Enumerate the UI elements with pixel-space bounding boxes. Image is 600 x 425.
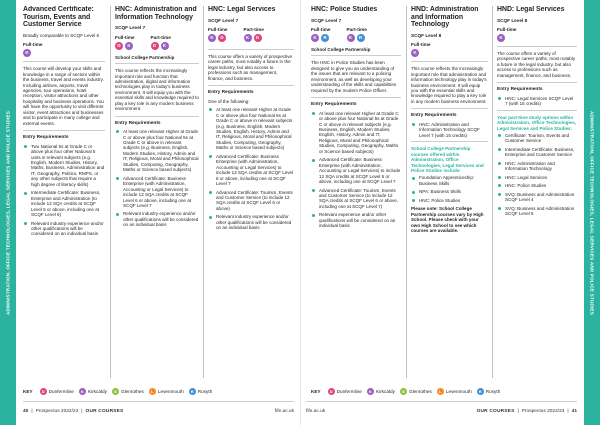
course-title: HND: Administration and Information Technology (411, 6, 479, 29)
list-item: At least one relevant Higher at Grade C or above plus four National 5s at Grade C or above in relevant subjects (e.g. Business, English, Modern Studies, History, Admin and IT, Religious, Moral and Philosophical Studies, Computing, Geography, Maths or Science based subjects) (115, 129, 199, 173)
entry-requirements-heading: Entry Requirements (115, 120, 161, 126)
divider (115, 63, 199, 64)
course-description: This course reflects the increasingly important role that administration and information technology play in today's business environment. It will equip you with the essential skills and knowledge required to play a key role in any modern business environment. (411, 66, 487, 104)
footer-left: 40 | Prospectus 2022/23 | OUR COURSES fife.ac.uk (23, 408, 294, 414)
study-mode: Part-time (150, 34, 171, 40)
campus-badge-dunfermline: D (218, 34, 226, 42)
campus-badge-rosyth: R (357, 34, 365, 42)
campus-badge-levenmouth: L (437, 388, 444, 395)
spine-text: ADMINISTRATION, OFFICE TECHNOLOGIES, LEGAL SERVICES AND POLICE STUDIES (5, 110, 11, 315)
course-description: This course reflects the increasingly important role and function that administration, digital and information technologies play in today's business environment. It will equip you with the essential skills and knowledge required to play a key role in any modern business environment. (115, 68, 199, 112)
footer-right: fife.ac.uk OUR COURSES | Prospectus 2022/23 | 41 (306, 408, 577, 414)
entry-requirements-list (23, 144, 105, 237)
campus-name: Glenrothes (120, 388, 144, 394)
divider (115, 116, 199, 117)
campus-badge-kirkcaldy: K (79, 388, 86, 395)
page-gutter (300, 0, 301, 425)
partnership-label: School College Partnership (311, 47, 371, 52)
divider (411, 61, 488, 62)
campus-badge-rosyth: R (321, 34, 329, 42)
course-title: HNC: Administration and Information Technology (115, 6, 197, 21)
footer-rule (306, 401, 577, 402)
scqf-level: SCQF Level 8 (497, 17, 528, 23)
list-item: At least one relevant Higher at Grade C or above plus four National 5s at Grade C or above in relevant subjects (e.g. Business, English, Modern Studies, English, History, Admin and IT, Religious, Moral and Philosophical Studies, Computing, Geography, Maths or Science based subjects) (208, 107, 294, 151)
campus-badge-kirkcaldy: K (347, 34, 355, 42)
partnership-note: Please note: School College Partnership courses vary by High School. Please check with your own High School to see which courses are available. (411, 206, 484, 234)
campus-badge-kirkcaldy: K (23, 49, 31, 57)
divider (23, 61, 105, 62)
partnership-heading: School College Partnership courses offered within Administration, Office Technologies, Legal Services and Police Studies include: (411, 146, 484, 173)
divider (208, 49, 294, 50)
divider (497, 82, 577, 83)
section-label: OUR COURSES (85, 408, 124, 414)
key-label: KEY (311, 388, 321, 394)
campus-badge-glenrothes: G (401, 388, 405, 394)
part-time-course-list (497, 133, 577, 216)
scqf-level: SCQF Level 7 (311, 17, 342, 23)
campus-key-right (311, 384, 500, 398)
list-item: SVQ: Business and Administration SCQF Level 4 (497, 192, 577, 203)
divider (411, 141, 488, 142)
list-item: Advanced Certificate: Business Enterprise (with Administration, Accounting or Legal Services) to include 12 SQA credits at SCQF Level 6 or above, including one at SCQF Level 7 (208, 154, 294, 187)
campus-badge-levenmouth: L (149, 388, 156, 395)
partnership-course-list (411, 175, 488, 203)
list-item: HNC: Administration and Information Technology (497, 161, 577, 172)
course-advanced-certificate-tourism (23, 6, 105, 378)
prospectus-label: Prospectus 2022/23 (35, 408, 79, 414)
entry-requirements-list (497, 96, 577, 107)
campus-badge-dunfermline: D (328, 388, 335, 395)
entry-requirements-heading: Entry Requirements (208, 90, 254, 96)
course-title: Advanced Certificate: Tourism, Events and Customer Service (23, 6, 94, 29)
course-title: HNC: Legal Services (208, 6, 276, 13)
entry-requirements-list (411, 122, 488, 138)
website-link[interactable]: fife.ac.uk (306, 408, 326, 414)
section-label: OUR COURSES (476, 408, 515, 414)
column-divider (492, 6, 493, 378)
column-divider (110, 6, 111, 378)
list-item: HNC: Legal Services SCQF Level 7 (with 15 credits) (497, 96, 577, 107)
list-item: Advanced Certificate: Business Enterprise (with Administration, Accounting or Legal Services) to include 12 SQA credits at SCQF Level 6 or above, including one at SCQF Level 7 (115, 176, 199, 209)
campus-badge-kirkcaldy: K (367, 388, 374, 395)
campus-badge-kirkcaldy: K (208, 34, 216, 42)
list-item: Advanced Certificate: Tourism, Events and Customer Service (to include 12 SQA credits at SCQF Level 6 or above, including one at SCQF Level 7) (311, 188, 401, 210)
course-description: This course will develop your skills and knowledge in a range of sectors within the business, travel and events industry. Including airlines, airports, travel agencies, tour operations, hotel reception, visitor attractions and other hospitality and business operations. You will have the opportunity to visit different visitor, event attractions and businesses and to participate in many college and external events. (23, 66, 104, 126)
divider (208, 85, 294, 86)
divider (23, 130, 105, 131)
entry-requirements-heading: Entry Requirements (497, 87, 543, 93)
divider (411, 108, 488, 109)
campus-name: Glenrothes (408, 388, 432, 394)
list-item: Relevant industry experience and/or other qualifications will be considered on an individual basis (115, 211, 199, 227)
campus-badge-dunfermline: D (151, 42, 159, 50)
course-hnc-police-studies (311, 6, 401, 378)
study-mode: Full-time (208, 27, 228, 33)
divider (497, 46, 577, 47)
course-hnc-admin-it (115, 6, 199, 378)
study-mode: Full-time (411, 42, 431, 48)
list-item: Foundation Apprenticeship: Business Skills (411, 175, 488, 186)
study-mode: Part-time (243, 27, 264, 33)
entry-requirements-list (208, 107, 294, 231)
list-item: Intermediate Certificate: Business, Enterprise and Customer Service (497, 147, 577, 158)
study-mode: Full-time (497, 27, 517, 33)
campus-badge-kirkcaldy: K (244, 34, 252, 42)
list-item: Advanced Certificate: Business Enterprise (with Administration, Accounting or Legal Services) to include 12 SQA credits at SCQF Level 6 or above, including one at SCQF Level 7 (311, 157, 401, 184)
partnership-label: School College Partnership (115, 54, 175, 60)
entry-requirements-list (311, 111, 401, 229)
list-item: Certificate: Tourism, Events and Customer Service (497, 133, 577, 144)
campus-name: Rosyth (485, 388, 501, 394)
entry-requirements-heading: Entry Requirements (23, 135, 69, 141)
campus-badge-kirkcaldy: K (161, 42, 169, 50)
course-hnd-admin-it (411, 6, 488, 378)
scqf-level: Broadly comparable to SCQF Level 6 (23, 32, 100, 38)
list-item: HNC: Legal Services (497, 175, 577, 180)
study-mode: Full-time (115, 34, 135, 40)
list-item: HNC: Police Studies (411, 198, 488, 203)
campus-badge-kirkcaldy: K (311, 34, 319, 42)
campus-badge-rosyth: R (189, 388, 196, 395)
course-hnc-legal-services (208, 6, 294, 378)
campus-key-left (23, 384, 212, 398)
column-divider (406, 6, 407, 378)
campus-badge-kirkcaldy: K (125, 42, 133, 50)
campus-name: Dunfermline (48, 388, 74, 394)
campus-name: Dunfermline (336, 388, 362, 394)
spine-text: ADMINISTRATION, OFFICE TECHNOLOGIES, LEGAL SERVICES AND POLICE STUDIES (589, 110, 595, 315)
entry-requirements-heading: Entry Requirements (411, 113, 457, 119)
divider (311, 55, 401, 56)
list-item: NPA: Business Skills (411, 189, 488, 194)
page-number: 41 (571, 408, 577, 414)
list-item: HNC: Administration and Information Technology SCQF Level 7 (with 15 credits) (411, 122, 488, 138)
page-number: 40 (23, 408, 29, 414)
course-description: This course offers a variety of prospective career paths, most notably a future in the legal industry, but also access to professions such as management, finance, and business. (208, 54, 293, 81)
right-spine (584, 0, 600, 425)
list-item: Relevant industry experience and/or other qualifications will be considered on an individual basis (23, 221, 105, 237)
campus-badge-kirkcaldy: K (497, 34, 505, 42)
study-mode: Full-time (23, 42, 43, 48)
course-hnd-legal-services (497, 6, 577, 378)
campus-name: Kirkcaldy (375, 388, 395, 394)
study-mode: Part-time (346, 27, 367, 33)
website-link[interactable]: fife.ac.uk (274, 408, 294, 414)
campus-badge-rosyth: R (477, 388, 484, 395)
entry-requirements-intro: One of the following: (208, 98, 250, 104)
left-spine (0, 0, 16, 425)
column-divider (203, 6, 204, 378)
scqf-level: SCQF Level 7 (115, 25, 146, 31)
divider (497, 110, 577, 111)
campus-badge-glenrothes: G (113, 388, 117, 394)
list-item: Relevant industry experience and/or other qualifications will be considered on an individual basis (208, 214, 294, 230)
scqf-level: SCQF Level 7 (208, 17, 239, 23)
part-time-heading: Your part-time study options within Administration, Office Technologies, Legal Services and Police Studies: (497, 114, 576, 131)
campus-name: Levenmouth (445, 388, 472, 394)
study-mode: Full-time (311, 27, 331, 33)
footer-rule (23, 401, 294, 402)
campus-name: Rosyth (197, 388, 213, 394)
list-item: SVQ: Business and Administration SCQF Level 5 (497, 206, 577, 217)
course-title: HND: Legal Services (497, 6, 565, 13)
campus-badge-dunfermline: D (40, 388, 47, 395)
course-description: The course offers a variety of prospective career paths, most notably a future in the legal industry, but also access to professions such as management, finance, and business. (497, 51, 576, 78)
scqf-level: SCQF Level 8 (411, 32, 442, 38)
divider (311, 97, 401, 98)
entry-requirements-list (115, 129, 199, 228)
course-title: HNC: Police Studies (311, 6, 378, 13)
list-item: Relevant experience and/or other qualifications will be considered on an individual basis (311, 212, 401, 228)
key-label: KEY (23, 388, 33, 394)
list-item: Two National 5s at Grade C or above plus four other National 5 units in relevant subjects (e.g. English, Modern Studies, History, Maths, Business, Administration and IT, Geography, Politics, RMPS, or any other subjects that require a high degree of literacy skills) (23, 144, 105, 188)
entry-requirements-heading: Entry Requirements (311, 102, 357, 108)
list-item: At least one relevant Higher at Grade C or above plus four National 5s at Grade C or above in relevant subjects (e.g. Business, English, Modern Studies, English, History, Admin and IT, Religious, Moral and Philosophical Studies, Computing, Geography, Maths or Science based subjects) (311, 111, 401, 155)
campus-badge-kirkcaldy: K (411, 49, 419, 57)
list-item: HNC: Police Studies (497, 183, 577, 188)
course-description: The HNC in Police Studies has been designed to give you an understanding of the issues that are relevant to a policing environment, as well as developing your understanding of the skills and capabilities required by the modern Police Officer. (311, 60, 397, 93)
list-item: Intermediate Certificate: Business, Enterprise and Administration (to include 12 SQA credits at SCQF Level 5 or above, including one at SCQF Level 6) (23, 190, 105, 217)
campus-name: Levenmouth (157, 388, 184, 394)
prospectus-label: Prospectus 2022/23 (521, 408, 565, 414)
list-item: Advanced Certificate: Tourism, Events and Customer Service (to include 12 SQA credits at SCQF Level 6 or above) (208, 190, 294, 212)
campus-badge-dunfermline: D (254, 34, 262, 42)
campus-name: Kirkcaldy (87, 388, 107, 394)
campus-badge-dunfermline: D (115, 42, 123, 50)
